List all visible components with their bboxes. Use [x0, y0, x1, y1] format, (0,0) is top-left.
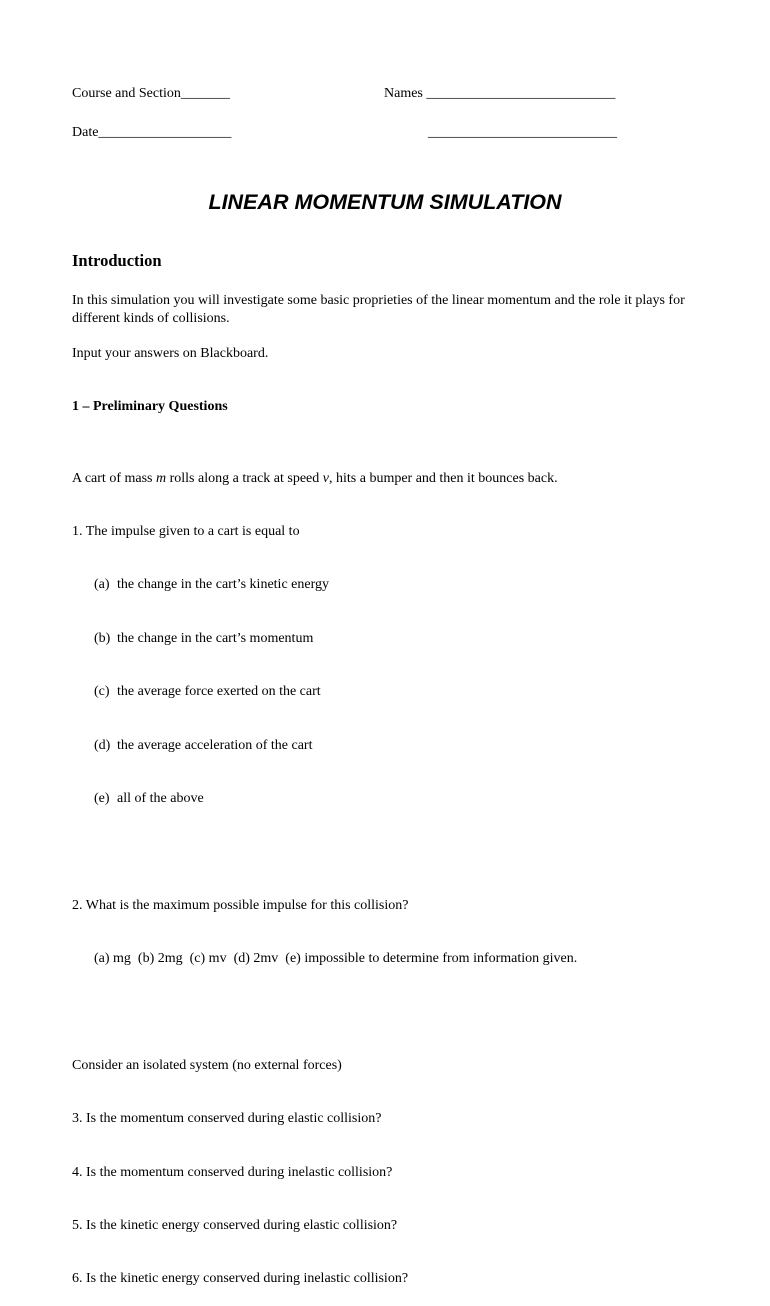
names-field-second-line: ___________________________ [428, 125, 617, 140]
question-6: 6. Is the kinetic energy conserved during inelastic collision? [72, 1271, 409, 1287]
q1-option-d: (d) the average acceleration of the cart [94, 737, 313, 753]
section-heading-preliminary: 1 – Preliminary Questions [72, 399, 228, 414]
course-section-field: Course and Section_______ [72, 86, 230, 101]
intro-paragraph: In this simulation you will investigate some basic proprieties of the linear momentum and the role it plays for different kinds of collisions. [72, 293, 685, 326]
question-4: 4. Is the momentum conserved during inelastic collision? [72, 1164, 393, 1180]
mass-symbol: m [155, 470, 167, 486]
isolated-system-intro: Consider an isolated system (no external forces) [72, 1057, 342, 1073]
question-2: 2. What is the maximum possible impulse for this collision? [72, 897, 409, 913]
scenario-text: A cart of mass m rolls along a track at speed v, hits a bumper and then it bounces back. [72, 470, 558, 486]
q1-option-c: (c) the average force exerted on the cart [94, 684, 321, 700]
question-3: 3. Is the momentum conserved during elastic collision? [72, 1111, 382, 1127]
intro-heading: Introduction [72, 251, 162, 270]
page-title: LINEAR MOMENTUM SIMULATION [208, 190, 562, 214]
q1-option-b: (b) the change in the cart’s momentum [94, 630, 314, 646]
instruction-text: Input your answers on Blackboard. [72, 346, 269, 361]
date-field: Date___________________ [72, 125, 232, 140]
question-block [72, 434, 577, 1306]
question-1: 1. The impulse given to a cart is equal to [72, 523, 300, 539]
speed-symbol: v [322, 470, 329, 486]
names-field: Names ___________________________ [384, 86, 616, 101]
q1-option-e: (e) all of the above [94, 790, 204, 806]
q1-option-a: (a) the change in the cart’s kinetic energy [94, 577, 329, 593]
question-5: 5. Is the kinetic energy conserved during elastic collision? [72, 1218, 398, 1234]
q2-options: (a) mg (b) 2mg (c) mv (d) 2mv (e) impossible to determine from information given. [94, 951, 578, 967]
